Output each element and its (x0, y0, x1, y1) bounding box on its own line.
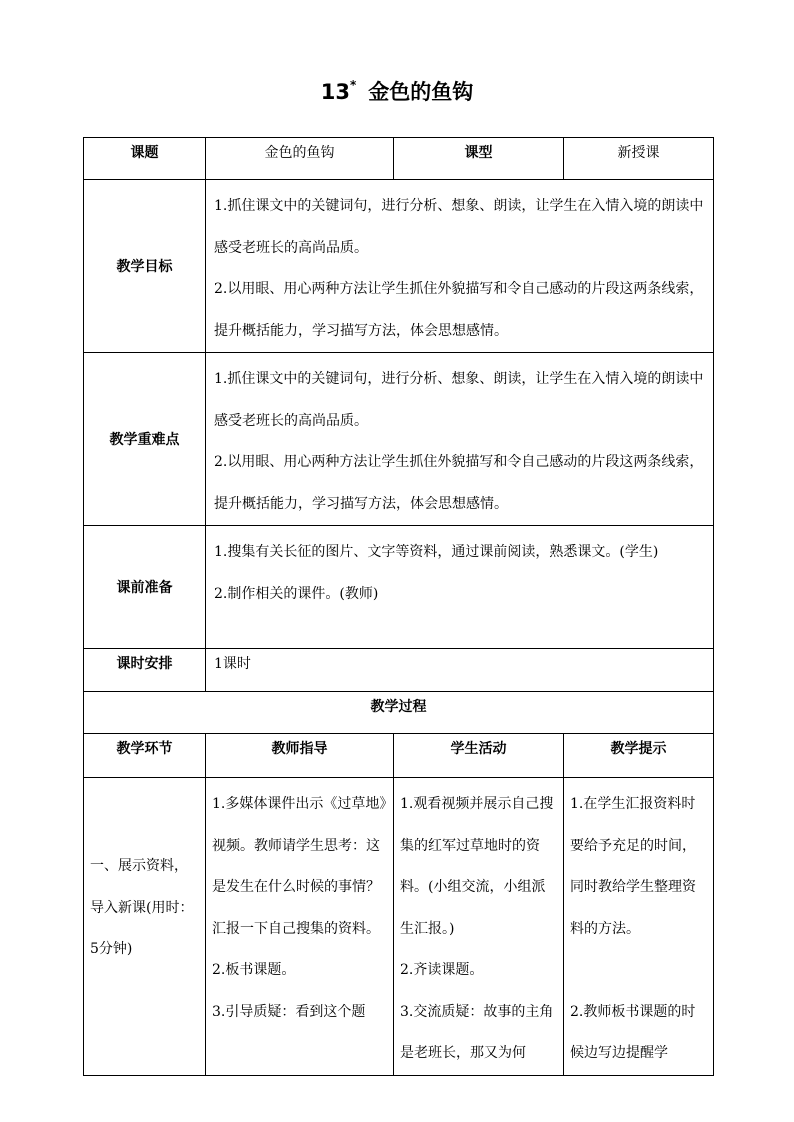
schedule-value: 1课时 (206, 649, 714, 692)
goals-label: 教学目标 (84, 180, 206, 353)
tip-2: 2.教师板书课题的时候边写边提醒学 (570, 1003, 696, 1061)
key-points-label: 教学重难点 (84, 353, 206, 526)
key-points-row (84, 353, 714, 526)
document-title (0, 76, 794, 106)
topic-value: 金色的鱼钩 (206, 138, 394, 180)
schedule-row (84, 649, 714, 692)
title-number: 13 (320, 80, 350, 104)
student-step-2: 2.齐读课题。 (400, 962, 484, 978)
stage-name-cell (84, 778, 206, 1076)
student-step-3: 3.交流质疑：故事的主角是老班长，那又为何 (400, 1003, 554, 1061)
goals-content (206, 180, 714, 353)
prep-label: 课前准备 (84, 526, 206, 649)
key-points-content (206, 353, 714, 526)
student-cell (394, 778, 564, 1076)
col-stage: 教学环节 (84, 734, 206, 778)
col-teacher: 教师指导 (206, 734, 394, 778)
stage-name: 一、展示资料，导入新课(用时：5分钟) (90, 858, 194, 957)
goals-row (84, 180, 714, 353)
title-text: 金色的鱼钩 (368, 80, 474, 104)
type-label: 课型 (394, 138, 564, 180)
col-tips: 教学提示 (564, 734, 714, 778)
student-step-1: 1.观看视频并展示自己搜集的红军过草地时的资料。(小组交流，小组派生汇报。) (400, 796, 554, 937)
schedule-label: 课时安排 (84, 649, 206, 692)
process-columns-row (84, 734, 714, 778)
prep-line-1: 1.搜集有关长征的图片、文字等资料，通过课前阅读，熟悉课文。(学生) (214, 544, 659, 560)
key-points-line-2: 2.以用眼、用心两种方法让学生抓住外貌描写和令自己感动的片段这两条线索，提升概括能力，学习描写方法，体会思想感情。 (214, 454, 704, 512)
prep-row (84, 526, 714, 649)
topic-row (84, 138, 714, 180)
topic-label: 课题 (84, 138, 206, 180)
teacher-step-1: 1.多媒体课件出示《过草地》视频。教师请学生思考：这是发生在什么时候的事情？汇报一下自己搜集的资料。 (212, 796, 387, 937)
teacher-cell (206, 778, 394, 1076)
goals-line-2: 2.以用眼、用心两种方法让学生抓住外貌描写和令自己感动的片段这两条线索，提升概括能力，学习描写方法，体会思想感情。 (214, 281, 704, 339)
prep-line-2: 2.制作相关的课件。(教师) (214, 585, 379, 602)
tip-1: 1.在学生汇报资料时要给予充足的时间，同时教给学生整理资料的方法。 (570, 796, 696, 937)
teacher-step-3: 3.引导质疑：看到这个题 (212, 1003, 366, 1020)
tips-cell (564, 778, 714, 1076)
title-mark: * (349, 78, 357, 92)
tips-spacer (570, 950, 709, 992)
prep-content (206, 526, 714, 649)
lesson-plan-table (83, 137, 714, 1076)
process-heading-row (84, 692, 714, 734)
type-value: 新授课 (564, 138, 714, 180)
teacher-step-2: 2.板书课题。 (212, 962, 296, 978)
key-points-line-1: 1.抓住课文中的关键词句，进行分析、想象、朗读，让学生在入情入境的朗读中感受老班长的高尚品质。 (214, 371, 704, 429)
stage-row (84, 778, 714, 1076)
process-heading: 教学过程 (84, 692, 714, 734)
col-student: 学生活动 (394, 734, 564, 778)
goals-line-1: 1.抓住课文中的关键词句，进行分析、想象、朗读，让学生在入情入境的朗读中感受老班长的高尚品质。 (214, 198, 704, 256)
